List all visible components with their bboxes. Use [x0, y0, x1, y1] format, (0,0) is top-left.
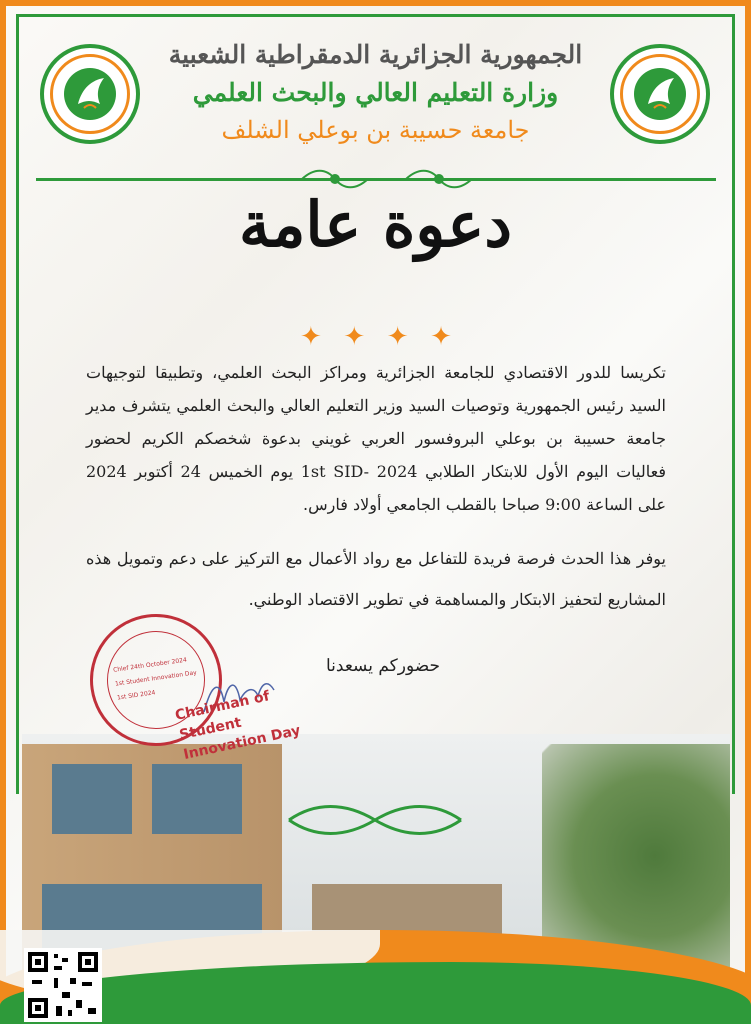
dove-icon [74, 74, 108, 114]
photo-window [152, 764, 242, 834]
inner-right-border [732, 14, 735, 794]
star-icon: ✦ [300, 322, 322, 352]
star-icon: ✦ [430, 322, 452, 352]
header-ministry: وزارة التعليم العالي والبحث العلمي [192, 78, 559, 107]
closing-line: حضوركم يسعدنا [326, 656, 440, 676]
frame-right-border [745, 0, 751, 1024]
header-university: جامعة حسيبة بن بوعلي الشلف [221, 116, 530, 144]
inner-left-border [16, 14, 19, 794]
header-republic: الجمهورية الجزائرية الدمقراطية الشعبية [168, 40, 583, 69]
event-description-paragraph: يوفر هذا الحدث فرصة فريدة للتفاعل مع رواد الأعمال مع التركيز على دعم وتمويل هذه المشاريع لتحفيز الابتكار والمساهمة في تطوير الاقتصاد الوطني. [86, 549, 666, 609]
frame-left-border [0, 0, 6, 1024]
page-title: دعوة عامة [238, 188, 513, 261]
stamp-line: Chlef 24th October 2024 [112, 656, 188, 674]
university-seal-left [40, 44, 140, 144]
stars-row [300, 320, 452, 354]
ornament-icon [285, 800, 465, 840]
university-seal-right [610, 44, 710, 144]
invitation-paragraph: تكريسا للدور الاقتصادي للجامعة الجزائرية ومراكز البحث العلمي، وتطبيقا لتوجيهات السيد رئيس الجمهورية وتوصيات السيد وزير التعليم العالي والبحث العلمي يتشرف مدير جامعة حسيبة بن بوعلي البروفسور العربي غويني بدعوة شخصكم الكريم لحضور فعاليات اليوم الأول للابتكار الطلابي 1st SID- 2024 يوم الخميس 24 أكتوبر 2024 على الساعة 9:00 صباحا بالقطب الجامعي أولاد فارس. [86, 363, 667, 514]
frame-top-border [0, 0, 751, 6]
header-divider [36, 178, 716, 181]
qr-code-icon[interactable] [24, 948, 102, 1022]
stamp-line: 1st SID 2024 [116, 689, 156, 702]
stamp-line: 1st Student Innovation Day [114, 669, 198, 688]
star-icon: ✦ [386, 322, 409, 352]
inner-top-border [16, 14, 735, 17]
signature-caption: Chairman of Student Innovation Day [173, 688, 302, 763]
dove-icon [644, 74, 678, 114]
star-icon: ✦ [343, 322, 366, 352]
photo-window [52, 764, 132, 834]
